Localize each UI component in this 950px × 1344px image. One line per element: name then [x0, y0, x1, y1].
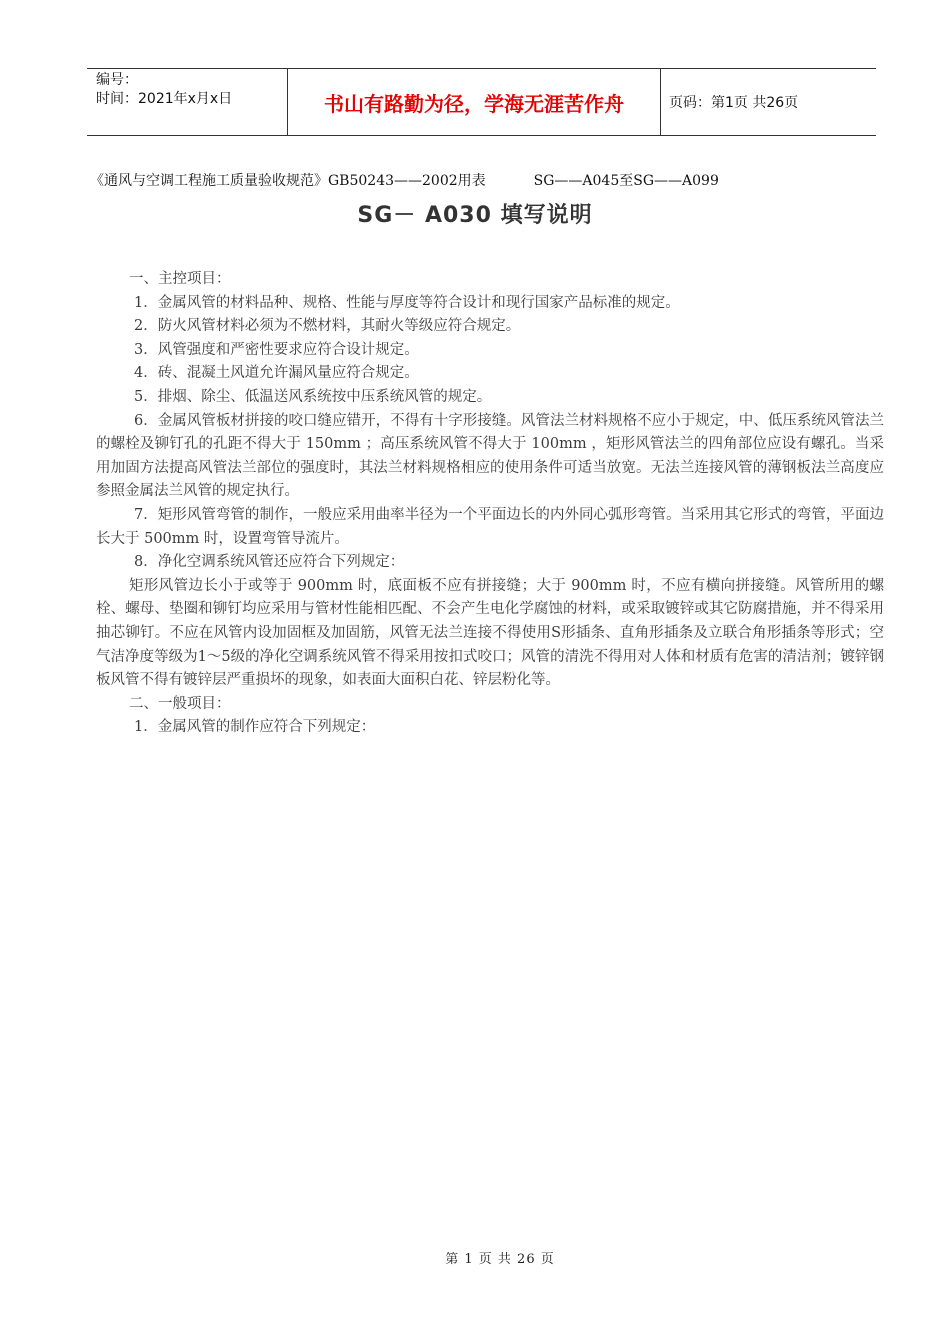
motto-text: 书山有路勤为径，学海无涯苦作舟	[324, 91, 624, 116]
header-meta-cell	[87, 69, 288, 135]
body-paragraph: 一、主控项目：	[129, 271, 231, 287]
motto-cell	[288, 69, 661, 135]
page-info-cell	[661, 69, 876, 135]
body-paragraph: 3．风管强度和严密性要求应符合设计规定。	[134, 341, 419, 358]
body-paragraph: 4．砖、混凝土风道允许漏风量应符合规定。	[134, 365, 419, 382]
body-paragraph: 6．金属风管板材拼接的咬口缝应错开，不得有十字形接缝。风管法兰材料规格不应小于规定，中、低压系统风管法兰的螺栓及铆钉孔的孔距不得大于 150mm ；高压系统风管不得大于 100mm ，矩形风管法兰的四角部位应设有螺孔。当采用加固方法提高风管法兰部位的强度时，其法兰材料规格相应的使用条件可适当放宽。无法兰连接风管的薄钢板法兰高度应参照金属法兰风管的规定执行。	[96, 412, 884, 500]
number-label: 编号：	[96, 72, 138, 88]
body-paragraph: 8．净化空调系统风管还应符合下列规定：	[134, 554, 405, 571]
body-paragraph: 7．矩形风管弯管的制作，一般应采用曲率半径为一个平面边长的内外同心弧形弯管。当采用其它形式的弯管，平面边长大于 500mm 时，设置弯管导流片。	[96, 506, 884, 547]
document-body	[96, 268, 884, 740]
body-paragraph: 矩形风管边长小于或等于 900mm 时，底面板不应有拼接缝；大于 900mm 时，不应有横向拼接缝。风管所用的螺栓、螺母、垫圈和铆钉均应采用与管材性能相匹配、不会产生电化学腐蚀的材料，或采取镀锌或其它防腐措施，并不得采用抽芯铆钉。不应在风管内设加固框及加固筋，风管无法兰连接不得使用S形插条、直角形插条及立联合角形插条等形式；空气洁净度等级为1～5级的净化空调系统风管不得采用按扣式咬口；风管的清洗不得用对人体和材质有危害的清洁剂；镀锌钢板风管不得有镀锌层严重损坏的现象，如表面大面积白花、锌层粉化等。	[96, 577, 884, 689]
body-paragraph: 二、一般项目：	[129, 695, 231, 712]
spec-reference-left: 《通风与空调工程施工质量验收规范》GB50243——2002用表	[90, 173, 486, 189]
document-title: SG－ A030 填写说明	[357, 203, 593, 228]
body-paragraph: 1．金属风管的制作应符合下列规定：	[134, 719, 376, 736]
body-paragraph: 1．金属风管的材料品种、规格、性能与厚度等符合设计和现行国家产品标准的规定。	[134, 294, 680, 311]
time-label: 时间：2021年x月x日	[96, 91, 233, 107]
footer-page-number: 第 1 页 共 26 页	[445, 1252, 555, 1267]
header-table	[87, 68, 876, 136]
body-paragraph: 2．防火风管材料必须为不燃材料，其耐火等级应符合规定。	[134, 318, 521, 335]
spec-reference-line	[90, 170, 719, 190]
page-info-text: 页码：第1页 共26页	[669, 95, 799, 111]
body-paragraph: 5．排烟、除尘、低温送风系统按中压系统风管的规定。	[134, 388, 492, 405]
spec-reference-right: SG——A045至SG——A099	[533, 173, 719, 189]
